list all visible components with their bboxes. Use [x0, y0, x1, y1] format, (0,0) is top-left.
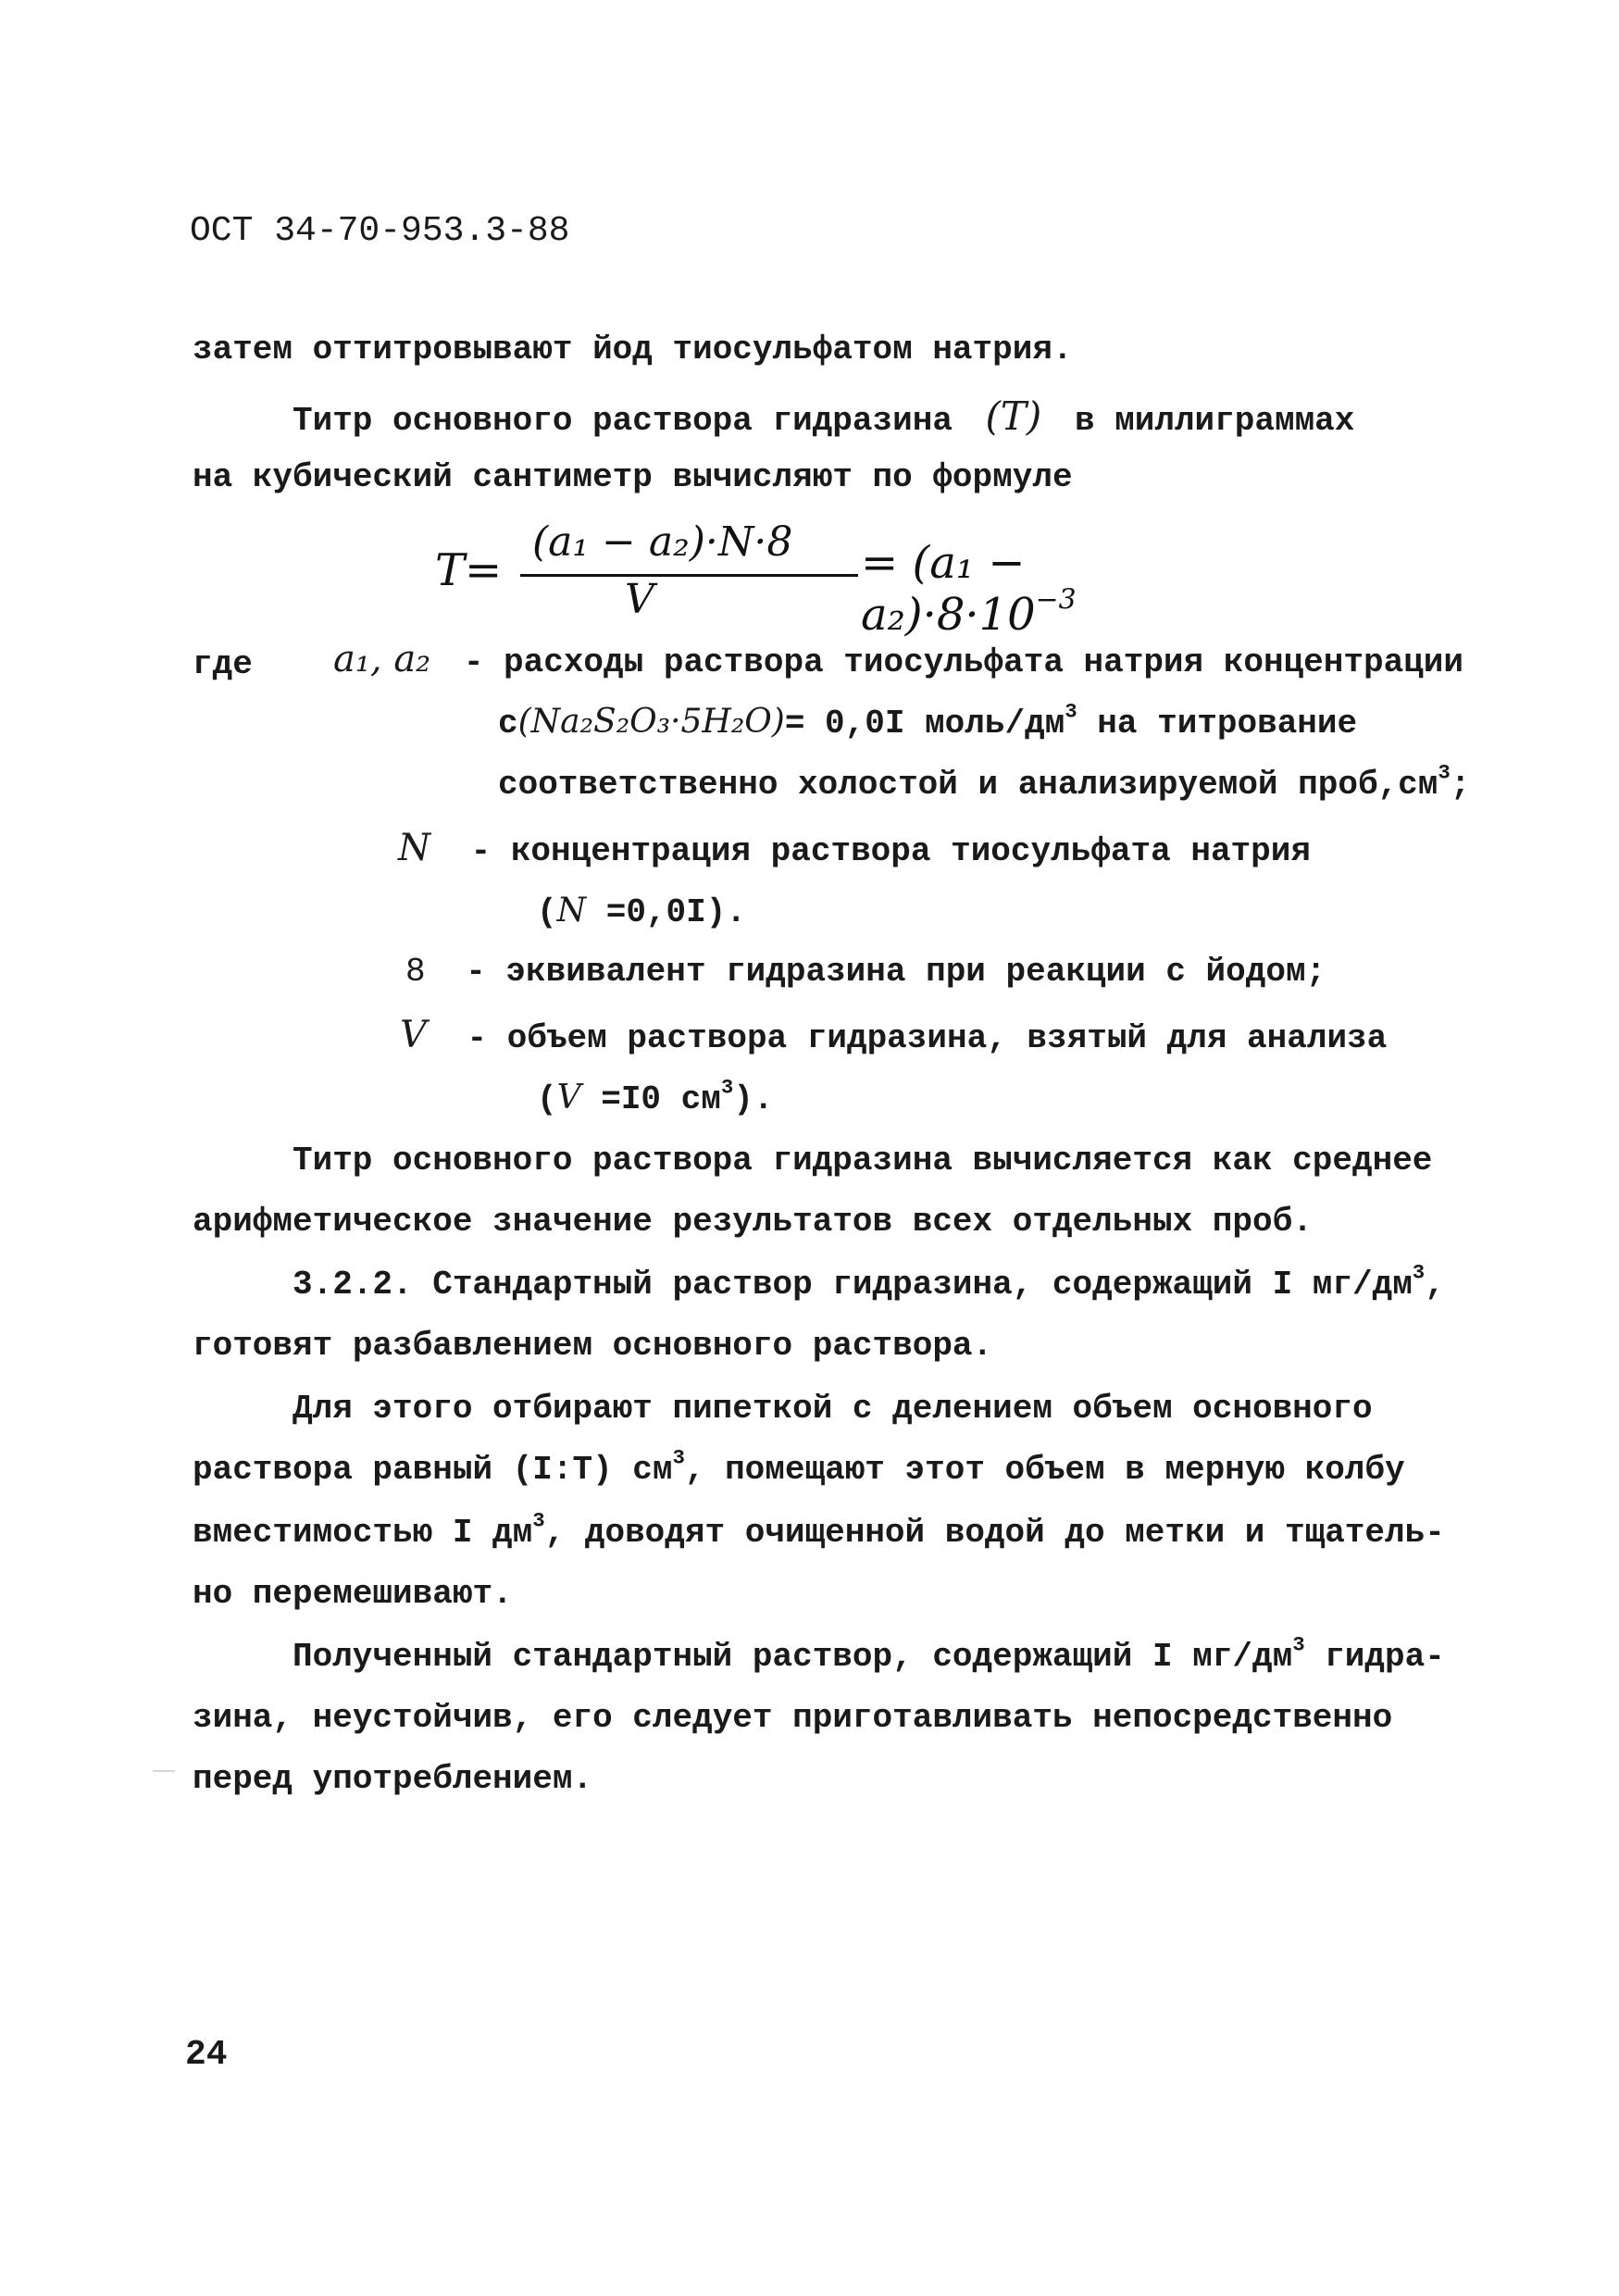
text-span: раствора равный (I:T) см — [193, 1451, 673, 1489]
paragraph-line: на кубический сантиметр вычисляют по формуле — [193, 458, 1073, 496]
handwritten-symbol: V — [556, 1079, 581, 1117]
text-span: Титр основного раствора гидразина — [293, 402, 953, 440]
formula-denominator: V — [625, 576, 654, 623]
text-span: = 0,0I моль/дм — [784, 705, 1065, 742]
text-span: в миллиграммах — [1074, 402, 1355, 440]
definition-v — [400, 1015, 1387, 1059]
handwritten-symbol: N — [556, 892, 587, 930]
text-span: - концентрация раствора тиосульфата натрия — [470, 832, 1311, 870]
text-span: , — [1425, 1266, 1445, 1304]
text-span: на титрование — [1077, 705, 1358, 742]
text-span: - эквивалент гидразина при реакции с йодом; — [466, 953, 1326, 991]
superscript: 3 — [672, 1445, 685, 1470]
page-number: 24 — [185, 2035, 228, 2075]
definition-v-line2 — [537, 1075, 774, 1120]
paragraph-line: зина, неустойчив, его следует приготавливать непосредственно — [193, 1699, 1393, 1737]
definition-a — [333, 639, 1463, 683]
handwritten-symbol: V — [400, 1014, 427, 1056]
text-span: ). — [733, 1080, 774, 1118]
superscript: 3 — [1438, 760, 1451, 785]
paragraph-line — [193, 1445, 1405, 1491]
text-span: =0,0I). — [586, 893, 746, 931]
paragraph-line: арифметическое значение результатов всех отдельных проб. — [193, 1203, 1313, 1241]
formula-numerator: (a₁ − a₂)·N·8 — [532, 518, 793, 566]
superscript: 3 — [1065, 699, 1077, 724]
paragraph-line — [293, 1632, 1445, 1678]
superscript: 3 — [1412, 1260, 1426, 1285]
paragraph-line: Титр основного раствора гидразина вычисляется как среднее — [293, 1142, 1433, 1179]
paragraph-line: затем оттитровывают йод тиосульфатом натрия. — [193, 331, 1073, 368]
paragraph-line: Для этого отбирают пипеткой с делением объем основного — [293, 1390, 1373, 1428]
formula-rhs-text: = (a₁ − a₂)·8·10 — [861, 537, 1036, 641]
text-span: ; — [1450, 766, 1471, 804]
text-span: с — [498, 705, 518, 742]
fraction-bar — [520, 574, 858, 577]
definition-8 — [405, 952, 1326, 992]
document-code: ОСТ 34-70-953.3-88 — [190, 211, 570, 251]
definition-a-line3 — [498, 760, 1471, 805]
definition-n — [398, 828, 1311, 872]
formula-rhs — [861, 537, 1194, 641]
formula-rhs-exponent: −3 — [1035, 583, 1077, 617]
handwritten-symbol: N — [398, 827, 430, 869]
superscript: 3 — [720, 1075, 734, 1100]
symbol: 8 — [405, 953, 426, 991]
text-span: =I0 см — [580, 1080, 721, 1118]
text-span: Полученный стандартный раствор, содержащий I мг/дм — [293, 1638, 1293, 1676]
handwritten-symbol: (T) — [985, 393, 1042, 439]
where-label: где — [193, 645, 253, 683]
text-span: ( — [537, 893, 557, 931]
formula-lhs: T= — [435, 544, 503, 596]
section-3-2-2 — [293, 1260, 1445, 1305]
text-span: , помещают этот объем в мерную колбу — [684, 1451, 1405, 1489]
paragraph-line: но перемешивают. — [193, 1575, 513, 1613]
paragraph-line: перед употреблением. — [193, 1760, 593, 1798]
text-span: , доводят очищенной водой до метки и тщатель- — [544, 1514, 1445, 1552]
handwritten-symbol: a₁, a₂ — [333, 638, 431, 680]
paragraph-line — [293, 393, 1355, 442]
definition-n-line2 — [537, 891, 746, 933]
scan-mark — [153, 1770, 175, 1772]
paragraph-line — [193, 1508, 1445, 1554]
superscript: 3 — [532, 1508, 545, 1533]
definition-a-line2 — [498, 699, 1358, 744]
superscript: 3 — [1292, 1632, 1305, 1657]
text-span: 3.2.2. Стандартный раствор гидразина, содержащий I мг/дм — [293, 1266, 1413, 1304]
text-span: - расходы раствора тиосульфата натрия концентрации — [463, 643, 1463, 681]
paragraph-line: готовят разбавлением основного раствора. — [193, 1327, 993, 1365]
text-span: гидра- — [1304, 1638, 1445, 1676]
handwritten-formula: (Na₂S₂O₃·5H₂O) — [517, 703, 785, 741]
text-span: вместимостью I дм — [193, 1514, 533, 1552]
text-span: - объем раствора гидразина, взятый для анализа — [467, 1019, 1388, 1057]
text-span: соответственно холостой и анализируемой проб,см — [498, 766, 1438, 804]
titer-formula — [435, 518, 1194, 641]
text-span: ( — [537, 1080, 557, 1118]
